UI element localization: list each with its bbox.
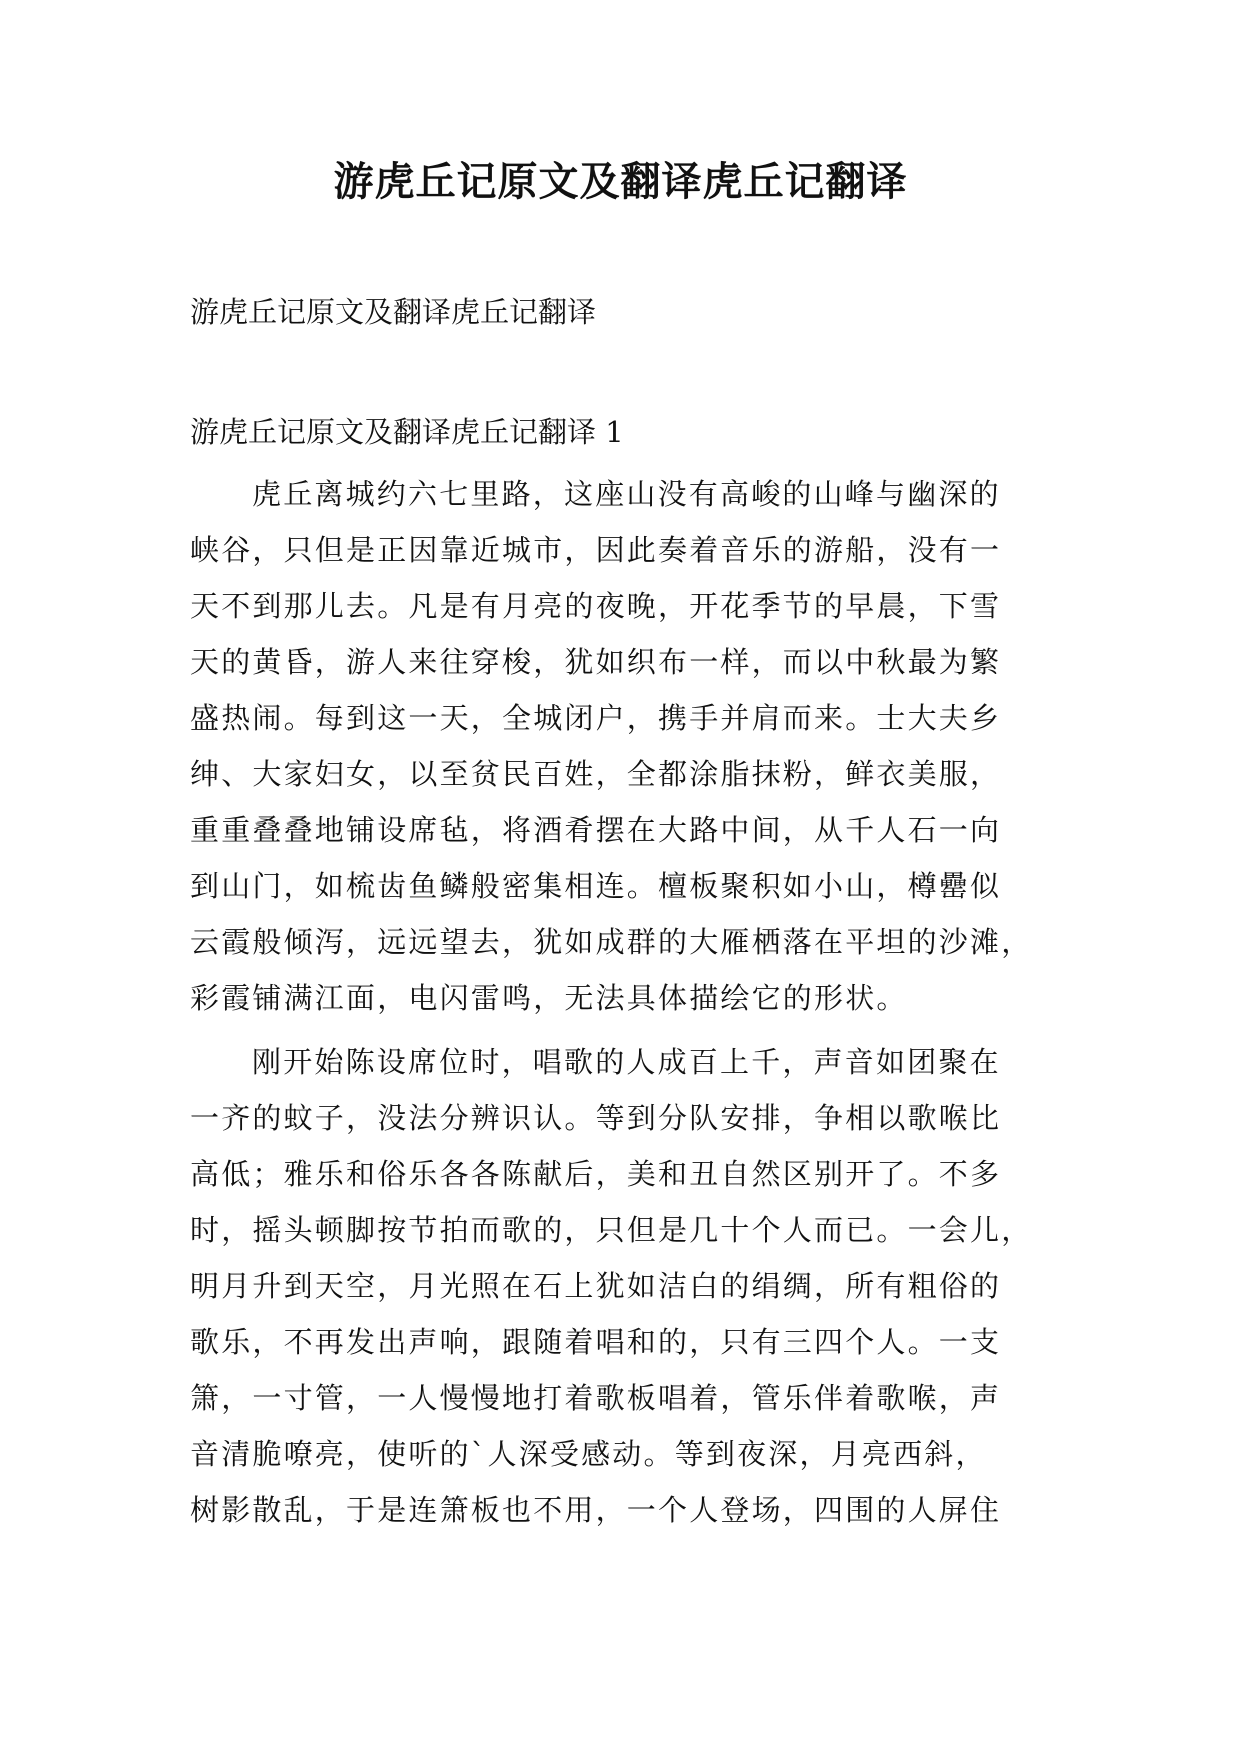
text-line: 天的黄昏，游人来往穿梭，犹如织布一样，而以中秋最为繁 [190, 645, 1002, 679]
text-line: 重重叠叠地铺设席毡，将酒肴摆在大路中间，从千人石一向 [190, 813, 1002, 847]
text-line: 明月升到天空，月光照在石上犹如洁白的绢绸，所有粗俗的 [190, 1269, 1002, 1303]
paragraph [190, 466, 1070, 1026]
text-line: 音清脆嘹亮，使听的`人深受感动。等到夜深，月亮西斜， [190, 1437, 987, 1471]
text-line: 一齐的蚊子，没法分辨识认。等到分队安排，争相以歌喉比 [190, 1101, 1002, 1135]
text-line: 峡谷，只但是正因靠近城市，因此奏着音乐的游船，没有一 [190, 533, 1002, 567]
text-line: 歌乐，不再发出声响，跟随着唱和的，只有三四个人。一支 [190, 1325, 1002, 1359]
text-line: 刚开始陈设席位时，唱歌的人成百上千，声音如团聚在 [252, 1045, 1001, 1079]
text-line: 天不到那儿去。凡是有月亮的夜晚，开花季节的早晨，下雪 [190, 589, 1002, 623]
text-line: 高低；雅乐和俗乐各各陈献后，美和丑自然区别开了。不多 [190, 1157, 1002, 1191]
document-subtitle: 游虎丘记原文及翻译虎丘记翻译 [190, 295, 597, 329]
body-text [190, 466, 1070, 1538]
text-line: 箫，一寸管，一人慢慢地打着歌板唱着，管乐伴着歌喉，声 [190, 1381, 1002, 1415]
text-line: 时，摇头顿脚按节拍而歌的，只但是几十个人而已。一会儿， [190, 1213, 1033, 1247]
text-line: 绅、大家妇女，以至贫民百姓，全都涂脂抹粉，鲜衣美服， [190, 757, 1002, 791]
text-line: 彩霞铺满江面，电闪雷鸣，无法具体描绘它的形状。 [190, 981, 908, 1015]
text-line: 树影散乱，于是连箫板也不用，一个人登场，四围的人屏住 [190, 1493, 1002, 1527]
paragraph [190, 1034, 1070, 1538]
text-line: 盛热闹。每到这一天，全城闭户，携手并肩而来。士大夫乡 [190, 701, 1002, 735]
document-title: 游虎丘记原文及翻译虎丘记翻译 [333, 158, 908, 205]
section-heading: 游虎丘记原文及翻译虎丘记翻译 1 [190, 415, 624, 449]
text-line: 虎丘离城约六七里路，这座山没有高峻的山峰与幽深的 [252, 477, 1001, 511]
text-line: 到山门，如梳齿鱼鳞般密集相连。檀板聚积如小山，樽罍似 [190, 869, 1002, 903]
text-line: 云霞般倾泻，远远望去，犹如成群的大雁栖落在平坦的沙滩， [190, 925, 1033, 959]
